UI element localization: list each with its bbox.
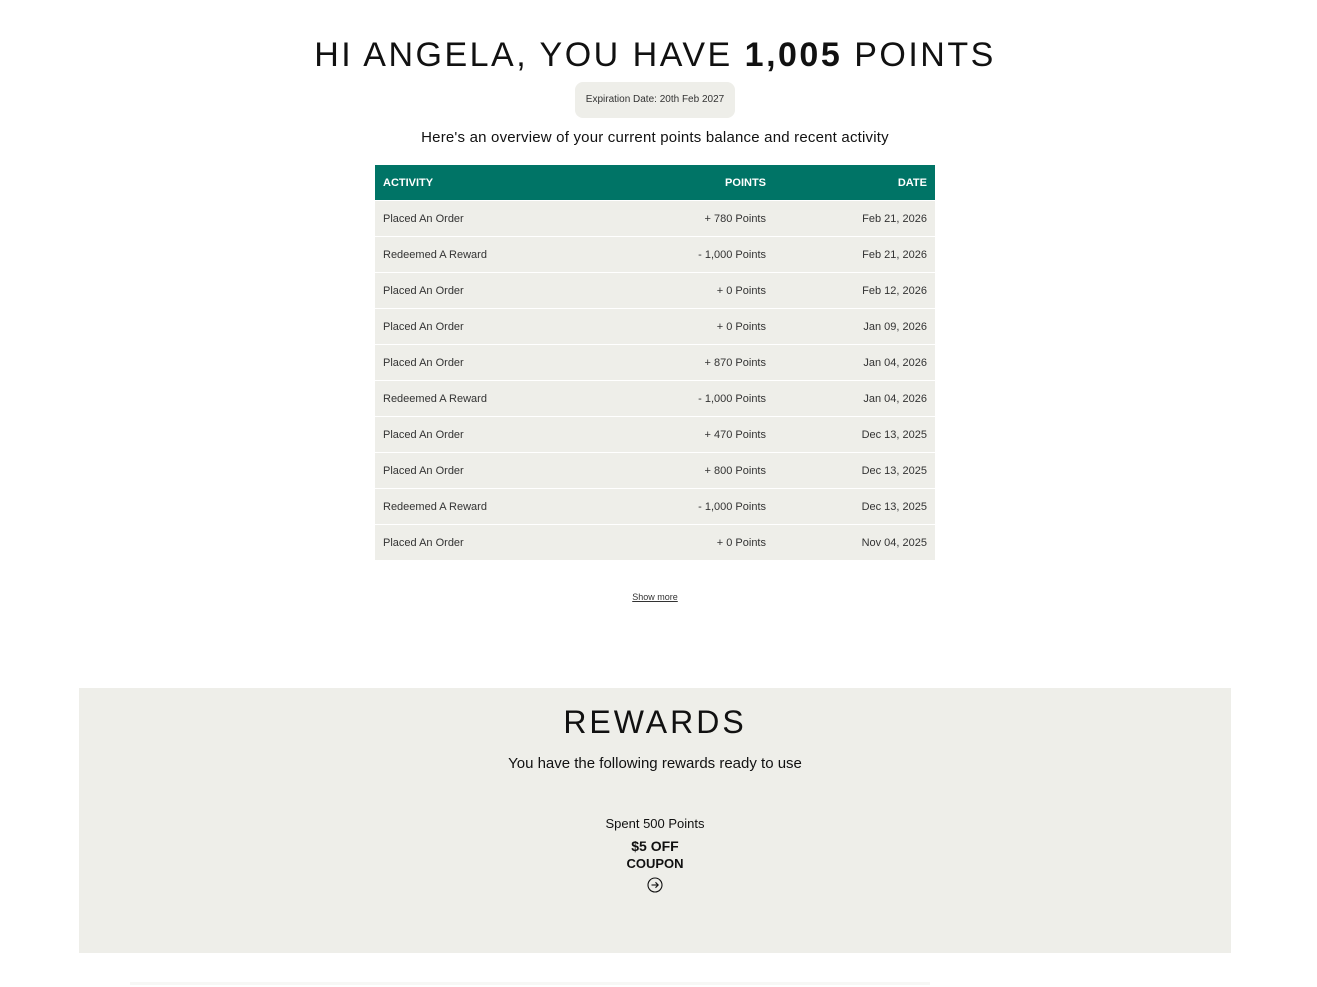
coupon-spent: Spent 500 Points bbox=[605, 816, 705, 831]
activity-cell: Placed An Order bbox=[383, 320, 464, 333]
points-cell: + 0 Points bbox=[716, 536, 766, 549]
points-activity-table bbox=[375, 165, 935, 560]
activity-cell: Placed An Order bbox=[383, 356, 464, 369]
table-row bbox=[375, 200, 935, 236]
rewards-panel bbox=[79, 688, 1231, 953]
rewards-subtitle: You have the following rewards ready to use bbox=[508, 755, 802, 772]
table-row bbox=[375, 416, 935, 452]
points-cell: + 0 Points bbox=[716, 320, 766, 333]
points-greeting bbox=[0, 36, 1310, 75]
date-cell: Feb 21, 2026 bbox=[862, 248, 927, 261]
show-more-container bbox=[0, 592, 1310, 602]
greeting-prefix: HI ANGELA, YOU HAVE bbox=[314, 36, 745, 74]
table-row bbox=[375, 344, 935, 380]
expiration-badge: Expiration Date: 20th Feb 2027 bbox=[575, 82, 735, 118]
activity-cell: Placed An Order bbox=[383, 284, 464, 297]
table-row bbox=[375, 524, 935, 560]
greeting-suffix: POINTS bbox=[842, 36, 996, 74]
column-header-activity: ACTIVITY bbox=[383, 176, 434, 189]
points-cell: - 1,000 Points bbox=[698, 392, 766, 405]
overview-text: Here's an overview of your current points balance and recent activity bbox=[421, 129, 889, 146]
column-header-date: DATE bbox=[897, 176, 927, 189]
footer-divider bbox=[130, 982, 930, 985]
points-cell: + 470 Points bbox=[704, 428, 766, 441]
table-header bbox=[375, 165, 935, 200]
date-cell: Dec 13, 2025 bbox=[861, 500, 927, 513]
points-cell: + 870 Points bbox=[704, 356, 766, 369]
points-cell: + 800 Points bbox=[704, 464, 766, 477]
column-header-points: POINTS bbox=[725, 176, 766, 189]
date-cell: Jan 04, 2026 bbox=[863, 392, 927, 405]
rewards-title: REWARDS bbox=[563, 704, 747, 740]
activity-cell: Redeemed A Reward bbox=[383, 248, 487, 261]
points-cell: + 780 Points bbox=[704, 212, 766, 225]
coupon-amount: $5 OFF bbox=[631, 838, 679, 854]
table-row bbox=[375, 452, 935, 488]
activity-cell: Redeemed A Reward bbox=[383, 392, 487, 405]
points-balance: 1,005 bbox=[744, 36, 843, 74]
coupon-label: COUPON bbox=[626, 856, 684, 871]
points-cell: - 1,000 Points bbox=[698, 248, 766, 261]
date-cell: Dec 13, 2025 bbox=[861, 464, 927, 477]
points-cell: + 0 Points bbox=[716, 284, 766, 297]
date-cell: Jan 04, 2026 bbox=[863, 356, 927, 369]
table-row bbox=[375, 488, 935, 524]
activity-cell: Placed An Order bbox=[383, 536, 464, 549]
points-cell: - 1,000 Points bbox=[698, 500, 766, 513]
table-row bbox=[375, 380, 935, 416]
date-cell: Feb 21, 2026 bbox=[862, 212, 927, 225]
table-row bbox=[375, 272, 935, 308]
date-cell: Nov 04, 2025 bbox=[861, 536, 927, 549]
activity-cell: Redeemed A Reward bbox=[383, 500, 487, 513]
table-row bbox=[375, 308, 935, 344]
activity-cell: Placed An Order bbox=[383, 212, 464, 225]
reward-coupon-card[interactable] bbox=[555, 816, 755, 898]
table-body bbox=[375, 200, 935, 560]
activity-cell: Placed An Order bbox=[383, 464, 464, 477]
date-cell: Feb 12, 2026 bbox=[862, 284, 927, 297]
arrow-right-circle-icon[interactable] bbox=[647, 877, 663, 893]
table-row bbox=[375, 236, 935, 272]
date-cell: Jan 09, 2026 bbox=[863, 320, 927, 333]
date-cell: Dec 13, 2025 bbox=[861, 428, 927, 441]
activity-cell: Placed An Order bbox=[383, 428, 464, 441]
show-more-link[interactable]: Show more bbox=[632, 592, 678, 602]
